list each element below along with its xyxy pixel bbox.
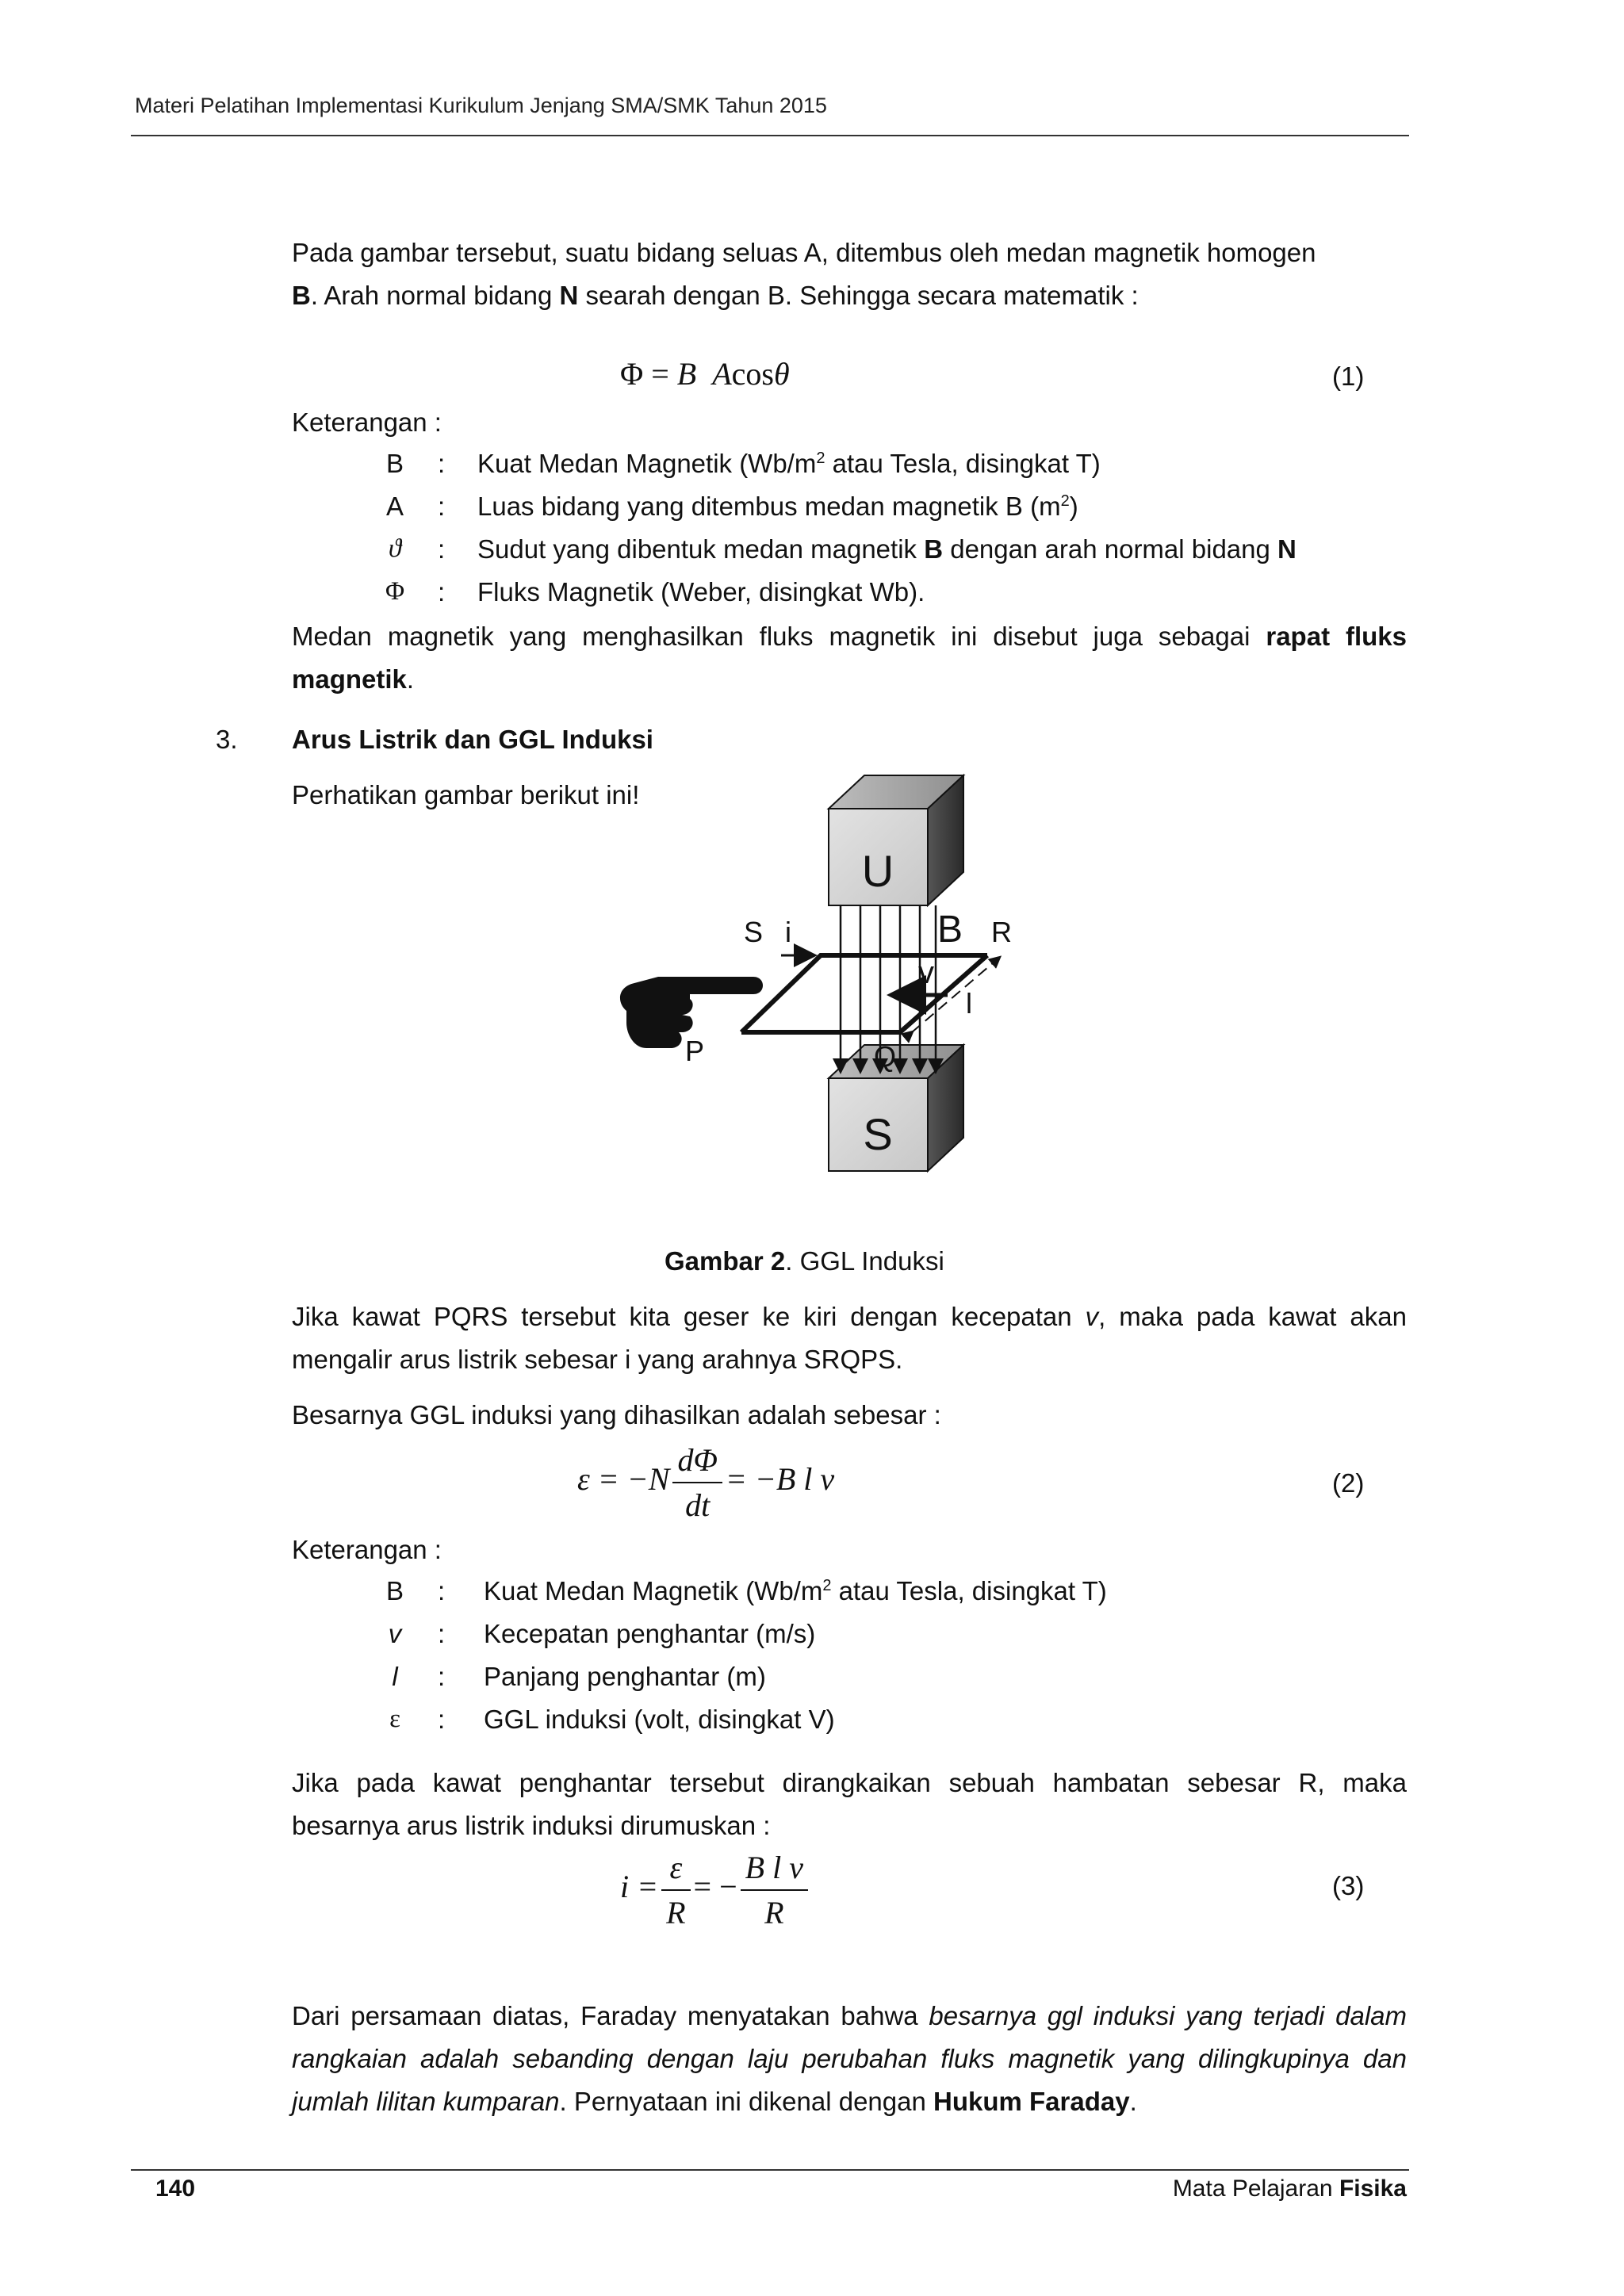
keterangan-1-title: Keterangan : <box>292 408 442 437</box>
para5-bold: Hukum Faraday <box>933 2087 1130 2116</box>
para2-text: , maka pada kawat akan mengalir arus listrik sebesar i yang arahnya SRQPS. <box>292 1302 1407 1374</box>
legend-symbol: Φ <box>385 577 405 606</box>
label-r: R <box>991 916 1012 948</box>
footer-subject-bold: Fisika <box>1339 2175 1407 2202</box>
legend-colon: : <box>438 534 446 564</box>
legend-text: Kecepatan penghantar (m/s) <box>484 1619 816 1648</box>
north-label: U <box>861 846 894 896</box>
running-header: Materi Pelatihan Implementasi Kurikulum Jenjang SMA/SMK Tahun 2015 <box>135 94 827 117</box>
legend-text: Luas bidang yang ditembus medan magnetik B $(m^2)$ <box>477 492 1078 521</box>
legend-symbol: v <box>388 1619 402 1648</box>
legend-symbol: l <box>392 1662 398 1691</box>
label-l: l <box>966 987 972 1020</box>
para2-text: Jika kawat PQRS tersebut kita geser ke kiri dengan kecepatan <box>292 1302 1086 1331</box>
eq3-num2: B l v <box>741 1849 808 1891</box>
label-i: i <box>785 916 791 948</box>
ggl-induction-figure <box>603 761 1031 1221</box>
south-label: S <box>863 1109 893 1159</box>
eq2-fraction <box>672 1441 722 1524</box>
north-magnet <box>829 775 963 905</box>
label-s: S <box>744 916 764 948</box>
label-b: B <box>937 909 963 951</box>
legend-text: Kuat Medan Magnetik ($Wb/m^2$ atau Tesla, disingkat T) <box>484 1576 1107 1605</box>
para5-end: . <box>1129 2087 1137 2116</box>
intro-line1: Pada gambar tersebut, suatu bidang seluas A, ditembus oleh medan magnetik homogen <box>292 238 1316 267</box>
footer-subject <box>1173 2175 1407 2202</box>
observe-text: Perhatikan gambar berikut ini! <box>292 780 640 809</box>
page-number: 140 <box>155 2175 196 2202</box>
para5-italic: besarnya ggl induksi yang terjadi dalam rangkaian adalah sebanding dengan laju perubahan fluks magnetik yang dilingkupinya dan jumlah lilitan kumparan <box>292 2001 1407 2116</box>
figure-caption <box>665 1246 944 1276</box>
eq3-fraction-2 <box>741 1849 808 1931</box>
legend-colon: : <box>438 1705 446 1734</box>
intro-bold-b: B <box>292 281 311 310</box>
eq1-theta: θ <box>774 356 790 392</box>
legend-colon: : <box>438 1662 446 1691</box>
caption-bold: Gambar 2 <box>665 1246 786 1276</box>
eq3-mid: = − <box>693 1869 737 1905</box>
intro-bold-n: N <box>559 281 579 310</box>
eq1-a: A <box>712 356 732 392</box>
para5-text: . Pernyataan ini dikenal dengan <box>559 2087 934 2116</box>
label-v: v <box>918 955 934 990</box>
legend-colon: : <box>438 1576 446 1605</box>
eq3-den1: R <box>666 1895 686 1931</box>
equation-3-number: (3) <box>1332 1871 1365 1900</box>
eq2-num: dΦ <box>672 1441 722 1483</box>
caption-rest: . GGL Induksi <box>785 1246 944 1276</box>
eq3-num1: ε <box>661 1849 690 1891</box>
header-rule <box>131 135 1409 136</box>
legend-symbol: B <box>385 1576 404 1605</box>
eq2-lhs: ε = −N <box>577 1461 670 1498</box>
eq1-b: B <box>676 356 697 392</box>
section-title: Arus Listrik dan GGL Induksi <box>292 725 653 754</box>
legend-text: Fluks Magnetik (Weber, disingkat Wb). <box>477 577 925 607</box>
footer-rule <box>131 2169 1409 2171</box>
flux-text: Medan magnetik yang menghasilkan fluks magnetik ini disebut juga sebagai <box>292 622 1266 651</box>
label-q: Q <box>874 1040 897 1073</box>
paragraph-5 <box>292 1995 1407 2123</box>
legend-colon: : <box>438 449 446 478</box>
legend-text: Sudut yang dibentuk medan magnetik B dengan arah normal bidang N <box>477 534 1297 564</box>
paragraph-4: Jika pada kawat penghantar tersebut dirangkaikan sebuah hambatan sebesar R, maka besarnya arus listrik induksi dirumuskan : <box>292 1768 1407 1840</box>
equation-1 <box>620 355 790 392</box>
legend-colon: : <box>438 1619 446 1648</box>
eq1-lhs: Φ = <box>620 356 677 392</box>
eq2-den: dt <box>685 1487 710 1523</box>
legend-symbol: ϑ <box>388 534 402 563</box>
flux-end: . <box>406 664 415 694</box>
legend-symbol: ε <box>389 1705 400 1733</box>
flux-bold: rapat fluks magnetik <box>292 622 1407 694</box>
flux-paragraph <box>292 615 1407 701</box>
intro-text: . Arah normal bidang <box>310 281 560 310</box>
paragraph-3: Besarnya GGL induksi yang dihasilkan adalah sebesar : <box>292 1400 941 1429</box>
keterangan-2-title: Keterangan : <box>292 1535 442 1564</box>
intro-text: searah dengan B. Sehingga secara matematik : <box>578 281 1139 310</box>
eq2-rhs: = −B l v <box>725 1461 835 1498</box>
para2-v: v <box>1085 1302 1099 1331</box>
legend-text: Kuat Medan Magnetik ($Wb/m^2$ atau Tesla, disingkat T) <box>477 449 1101 478</box>
legend-text: Panjang penghantar (m) <box>484 1662 766 1691</box>
eq3-den2: R <box>764 1895 784 1931</box>
legend-text: GGL induksi (volt, disingkat V) <box>484 1705 835 1734</box>
intro-paragraph <box>292 232 1407 317</box>
equation-2-number: (2) <box>1332 1468 1365 1498</box>
legend-symbol: A <box>385 492 404 521</box>
equation-1-number: (1) <box>1332 362 1365 391</box>
para5-text: Dari persamaan diatas, Faraday menyatakan bahwa <box>292 2001 929 2030</box>
eq3-lhs: i = <box>620 1869 659 1905</box>
label-p: P <box>685 1035 705 1067</box>
section-number: 3. <box>216 725 238 754</box>
footer-subject-prefix: Mata Pelajaran <box>1172 2175 1339 2202</box>
conductor-frame <box>741 955 987 1032</box>
equation-2 <box>577 1441 834 1524</box>
paragraph-2 <box>292 1295 1407 1381</box>
legend-symbol: B <box>385 449 404 478</box>
eq3-fraction-1 <box>661 1849 690 1931</box>
eq1-cos: cos <box>731 356 774 392</box>
equation-3 <box>620 1849 811 1931</box>
legend-colon: : <box>438 577 446 607</box>
legend-colon: : <box>438 492 446 521</box>
